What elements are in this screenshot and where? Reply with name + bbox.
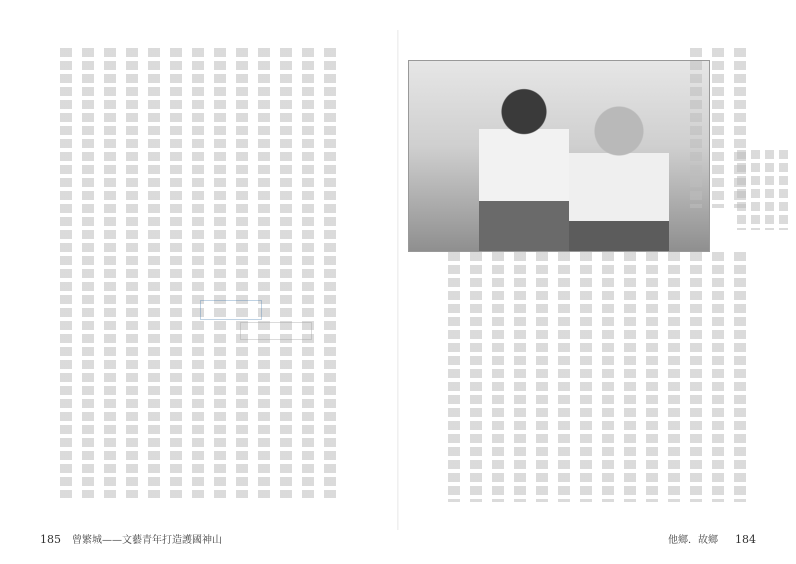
right-lower-text bbox=[428, 252, 746, 502]
running-head-left: 曾繁城——文藝青年打造護國神山 bbox=[72, 535, 222, 546]
page-number-left: 185 bbox=[40, 533, 61, 546]
right-page bbox=[398, 0, 796, 564]
right-upper-text bbox=[428, 48, 746, 208]
page-number-right: 184 bbox=[735, 533, 756, 546]
watermark bbox=[200, 300, 330, 340]
left-body-text bbox=[58, 48, 336, 498]
running-head-right: 他鄉．故鄉 bbox=[668, 535, 718, 546]
